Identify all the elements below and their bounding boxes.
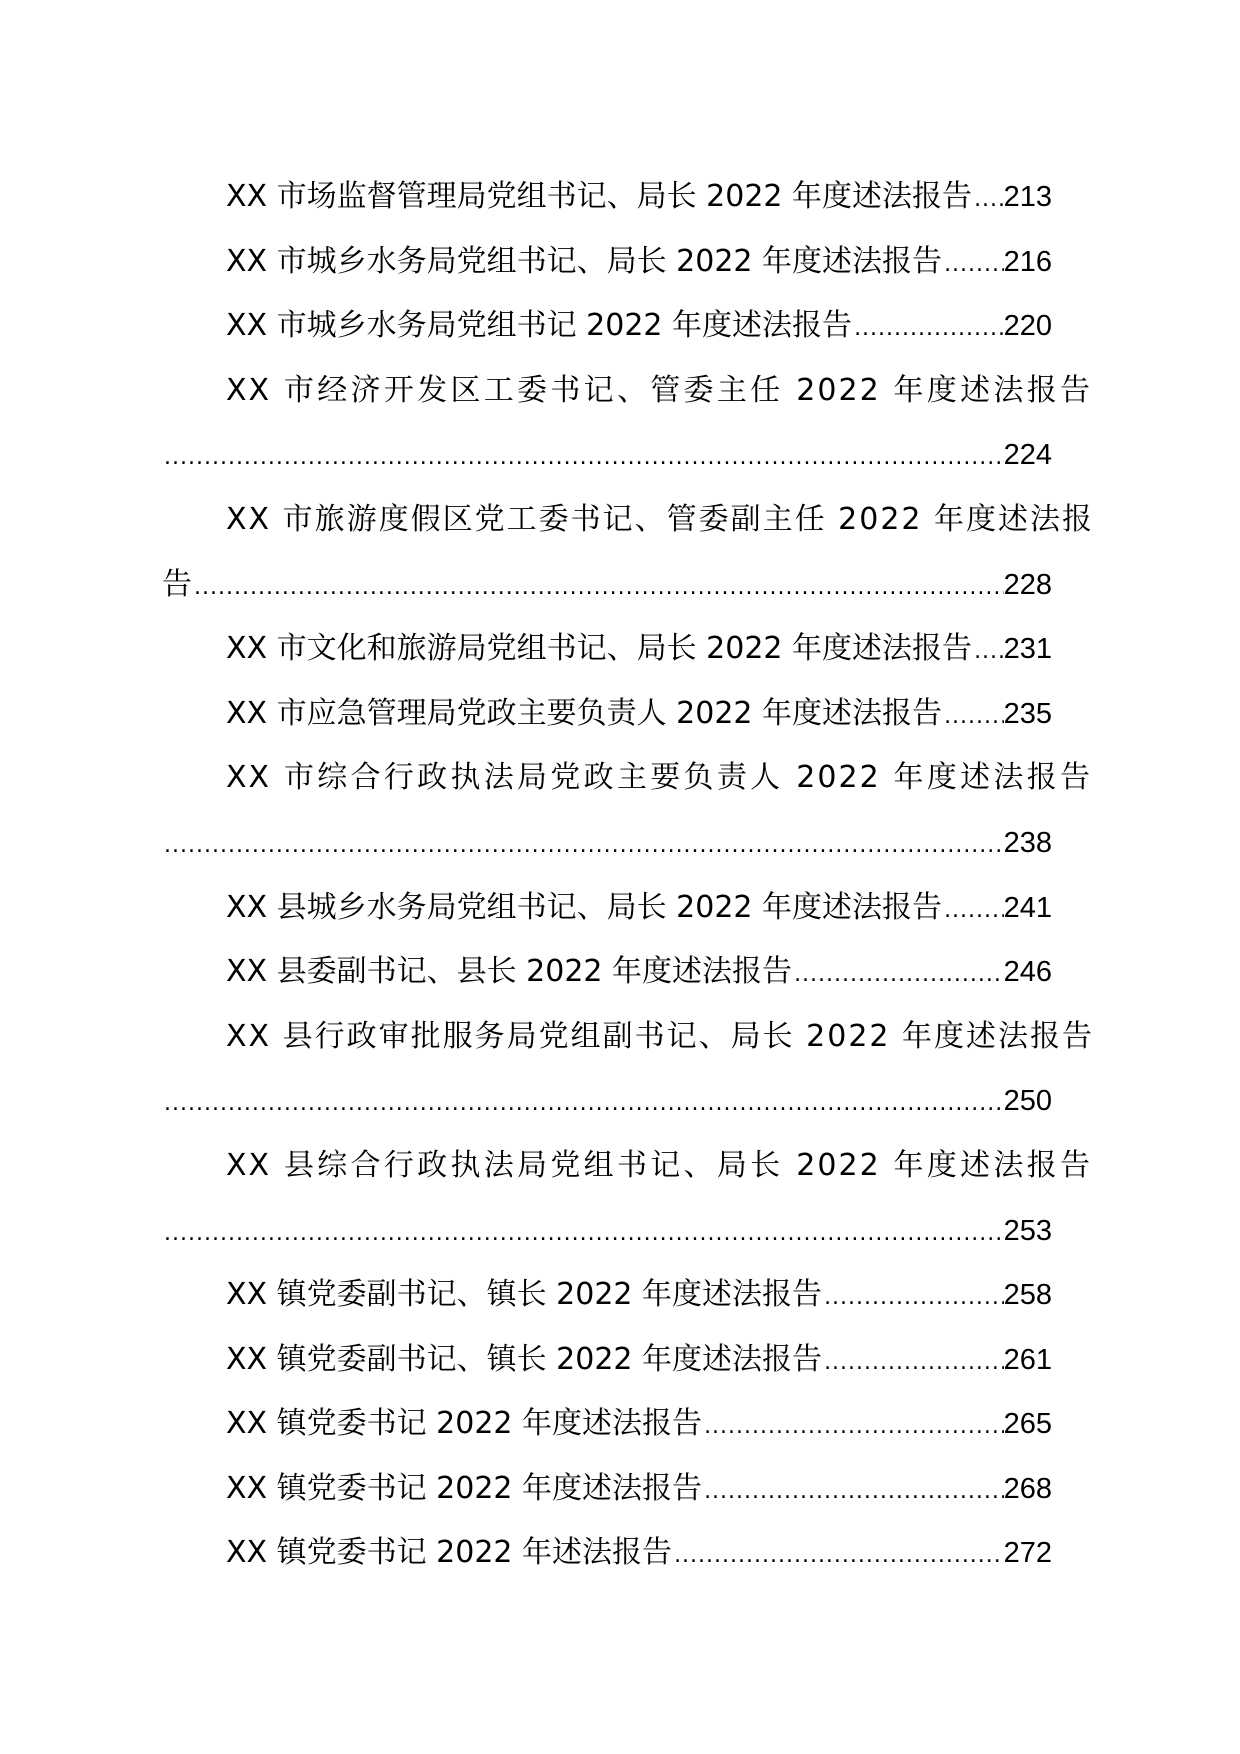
toc-entry[interactable]: [162, 1392, 1092, 1457]
toc-line: [162, 553, 1052, 618]
toc-page-number: 265: [1003, 1408, 1052, 1441]
toc-line: [162, 682, 1052, 747]
toc-entry-title: XX 市经济开发区工委书记、管委主任 2022 年度述法报告: [226, 372, 1092, 408]
toc-line: [162, 230, 1052, 295]
toc-line: [162, 359, 1092, 424]
toc-entry-title: XX 县委副书记、县长 2022 年度述法报告: [226, 954, 793, 990]
toc-entry-title: XX 县综合行政执法局党组书记、局长 2022 年度述法报告: [226, 1147, 1092, 1183]
toc-entry-title: XX 市文化和旅游局党组书记、局长 2022 年度述法报告: [226, 631, 973, 667]
toc-line: [162, 617, 1052, 682]
toc-entry[interactable]: [162, 359, 1092, 488]
toc-line: [162, 1521, 1052, 1586]
toc-line: [162, 165, 1052, 230]
toc-line: [162, 940, 1052, 1005]
dot-leader: [822, 1331, 1004, 1396]
dot-leader: [942, 685, 1004, 750]
toc-entry[interactable]: [162, 1521, 1092, 1586]
toc-page-number: 228: [1003, 568, 1052, 601]
dot-leader: [162, 1202, 1004, 1267]
toc-line: [162, 1263, 1052, 1328]
toc-page-number: 258: [1003, 1279, 1052, 1312]
dot-leader: [942, 233, 1004, 298]
toc-entry[interactable]: [162, 940, 1092, 1005]
toc-line: [162, 1005, 1095, 1070]
dot-leader: [972, 620, 1004, 685]
toc-entry-title: XX 市城乡水务局党组书记 2022 年度述法报告: [226, 308, 853, 344]
toc-entry[interactable]: [162, 746, 1092, 875]
toc-line: [162, 1069, 1052, 1134]
toc-page-number: 246: [1003, 956, 1052, 989]
dot-leader: [792, 943, 1004, 1008]
toc-entry[interactable]: [162, 1134, 1092, 1263]
toc-entry-title: XX 镇党委副书记、镇长 2022 年度述法报告: [226, 1277, 823, 1313]
toc-entry[interactable]: [162, 1005, 1095, 1134]
toc-page-number: 241: [1003, 891, 1052, 924]
toc-line: [162, 746, 1092, 811]
dot-leader: [852, 297, 1004, 362]
dot-leader: [162, 1072, 1004, 1137]
toc-page-number: 220: [1003, 310, 1052, 343]
toc-line: [162, 1457, 1052, 1522]
toc-line: [162, 876, 1052, 941]
toc-entry[interactable]: [162, 488, 1095, 617]
toc-entry[interactable]: [162, 1457, 1092, 1522]
toc-page-number: 261: [1003, 1343, 1052, 1376]
dot-leader: [672, 1524, 1004, 1589]
toc-line: [162, 294, 1052, 359]
toc-entry-title: XX 县城乡水务局党组书记、局长 2022 年度述法报告: [226, 889, 943, 925]
dot-leader: [942, 879, 1004, 944]
toc-line: [162, 423, 1052, 488]
toc-line: [162, 811, 1052, 876]
dot-leader: [972, 168, 1004, 233]
toc-entry[interactable]: [162, 682, 1092, 747]
toc-page-number: 213: [1003, 181, 1052, 213]
toc-page-number: 224: [1003, 439, 1052, 472]
toc-page-number: 272: [1003, 1537, 1052, 1570]
toc-entry[interactable]: [162, 876, 1092, 941]
toc-line: [162, 1392, 1052, 1457]
toc-page-number: 253: [1003, 1214, 1052, 1247]
toc-entry[interactable]: [162, 294, 1092, 359]
table-of-contents: [162, 165, 1095, 1586]
toc-entry-title: XX 镇党委书记 2022 年度述法报告: [226, 1470, 703, 1506]
toc-entry-title: XX 镇党委副书记、镇长 2022 年度述法报告: [226, 1341, 823, 1377]
toc-line: [162, 1328, 1052, 1393]
toc-entry-title: XX 镇党委书记 2022 年度述法报告: [226, 1406, 703, 1442]
toc-page-number: 268: [1003, 1472, 1052, 1505]
dot-leader: [162, 426, 1004, 491]
dot-leader: [162, 814, 1004, 879]
toc-page-number: 235: [1003, 697, 1052, 730]
toc-entry-title: XX 市城乡水务局党组书记、局长 2022 年度述法报告: [226, 243, 943, 279]
toc-page-number: 250: [1003, 1085, 1052, 1118]
toc-line: [162, 1199, 1052, 1264]
toc-entry-title: XX 县行政审批服务局党组副书记、局长 2022 年度述法报告: [226, 1018, 1095, 1054]
toc-entry[interactable]: [162, 165, 1092, 230]
toc-entry-title: XX 市综合行政执法局党政主要负责人 2022 年度述法报告: [226, 760, 1092, 796]
toc-page-number: 216: [1003, 245, 1052, 278]
toc-entry[interactable]: [162, 1328, 1092, 1393]
dot-leader: [822, 1266, 1004, 1331]
dot-leader: [702, 1460, 1004, 1525]
dot-leader: [192, 556, 1004, 621]
toc-entry-title: XX 市旅游度假区党工委书记、管委副主任 2022 年度述法报: [226, 501, 1095, 537]
toc-entry-title: XX 市场监督管理局党组书记、局长 2022 年度述法报告: [226, 179, 973, 214]
dot-leader: [702, 1395, 1004, 1460]
toc-line: [162, 1134, 1092, 1199]
toc-entry[interactable]: [162, 1263, 1092, 1328]
toc-entry-title: XX 市应急管理局党政主要负责人 2022 年度述法报告: [226, 695, 943, 731]
toc-line: [162, 488, 1095, 553]
toc-entry[interactable]: [162, 230, 1092, 295]
toc-entry[interactable]: [162, 617, 1092, 682]
toc-page-number: 238: [1003, 826, 1052, 859]
toc-page-number: 231: [1003, 633, 1052, 666]
toc-entry-title: XX 镇党委书记 2022 年述法报告: [226, 1535, 673, 1571]
toc-entry-title-tail: 告: [162, 566, 192, 602]
